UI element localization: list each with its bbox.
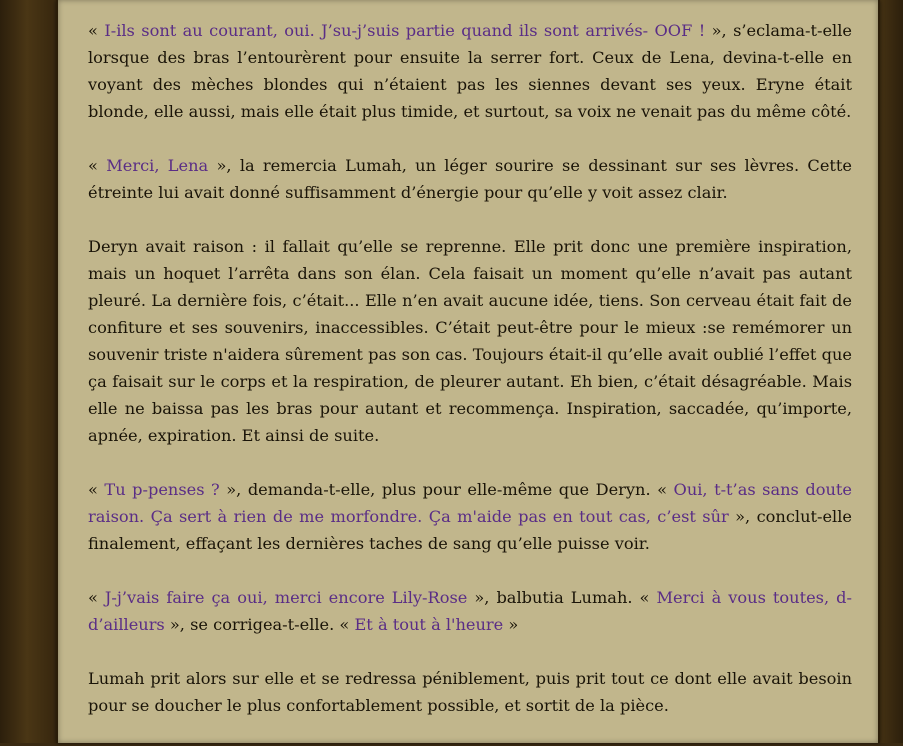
narration-text: », se corrigea-t-elle. « [164,615,355,634]
narration-text: Lumah prit alors sur elle et se redressa péniblement, puis prit tout ce dont elle avait besoin pour se doucher le plus confortablement possible, et sortit de la pièce. [88,669,852,715]
narration-text: » [503,615,519,634]
narration-text: », balbutia Lumah. « [467,588,657,607]
narration-text: « [88,480,105,499]
dialogue-text: I-ils sont au courant, oui. J’su-j’suis partie quand ils sont arrivés- OOF ! [104,21,706,40]
dialogue-text: Merci, Lena [106,156,209,175]
dialogue-text: Et à tout à l'heure [354,615,504,634]
narration-text: », demanda-t-elle, plus pour elle-même que Deryn. « [219,480,674,499]
story-paragraph [88,17,852,125]
narration-text: « [88,21,105,40]
story-paragraph [88,233,852,449]
story-paragraph [88,152,852,206]
narration-text: », la remercia Lumah, un léger sourire se dessinant sur ses lèvres. Cette étreinte lui avait donné suffisamment d’énergie pour qu’elle y voit assez clair. [88,156,852,202]
narration-text: « [88,156,107,175]
dialogue-text: Merci à vous toutes, d-d’ailleurs [88,588,852,634]
story-text [88,17,852,746]
parchment-panel [56,0,880,743]
story-paragraph [88,476,852,557]
narration-text: », s’eclama-t-elle lorsque des bras l’entourèrent pour ensuite la serrer fort. Ceux de Lena, devina-t-elle en voyant des mèches blondes qui n’étaient pas les siennes devant ses yeux. Eryne était blonde, elle aussi, mais elle était plus timide, et surtout, sa voix ne venait pas du même côté. [88,21,852,121]
story-paragraph [88,584,852,638]
dialogue-text: J-j’vais faire ça oui, merci encore Lily-Rose [104,588,468,607]
dialogue-text: Tu p-penses ? [104,480,220,499]
story-paragraph [88,665,852,719]
narration-text: », conclut-elle finalement, effaçant les dernières taches de sang qu’elle puisse voir. [88,507,852,553]
narration-text: « [88,588,105,607]
dialogue-text: Oui, t-t’as sans doute raison. Ça sert à rien de me morfondre. Ça m'aide pas en tout cas, c’est sûr [88,480,852,526]
narration-text: Deryn avait raison : il fallait qu’elle se reprenne. Elle prit donc une première inspiration, mais un hoquet l’arrêta dans son élan. Cela faisait un moment qu’elle n’avait pas autant pleuré. La dernière fois, c’était... Elle n’en avait aucune idée, tiens. Son cerveau était fait de confiture et ses souvenirs, inaccessibles. C’était peut-être pour le mieux :se remémorer un souvenir triste n'aidera sûrement pas son cas. Toujours était-il qu’elle avait oublié l’effet que ça faisait sur le corps et la respiration, de pleurer autant. Eh bien, c’était désagréable. Mais elle ne baissa pas les bras pour autant et recommença. Inspiration, saccadée, qu’importe, apnée, expiration. Et ainsi de suite. [88,237,852,445]
